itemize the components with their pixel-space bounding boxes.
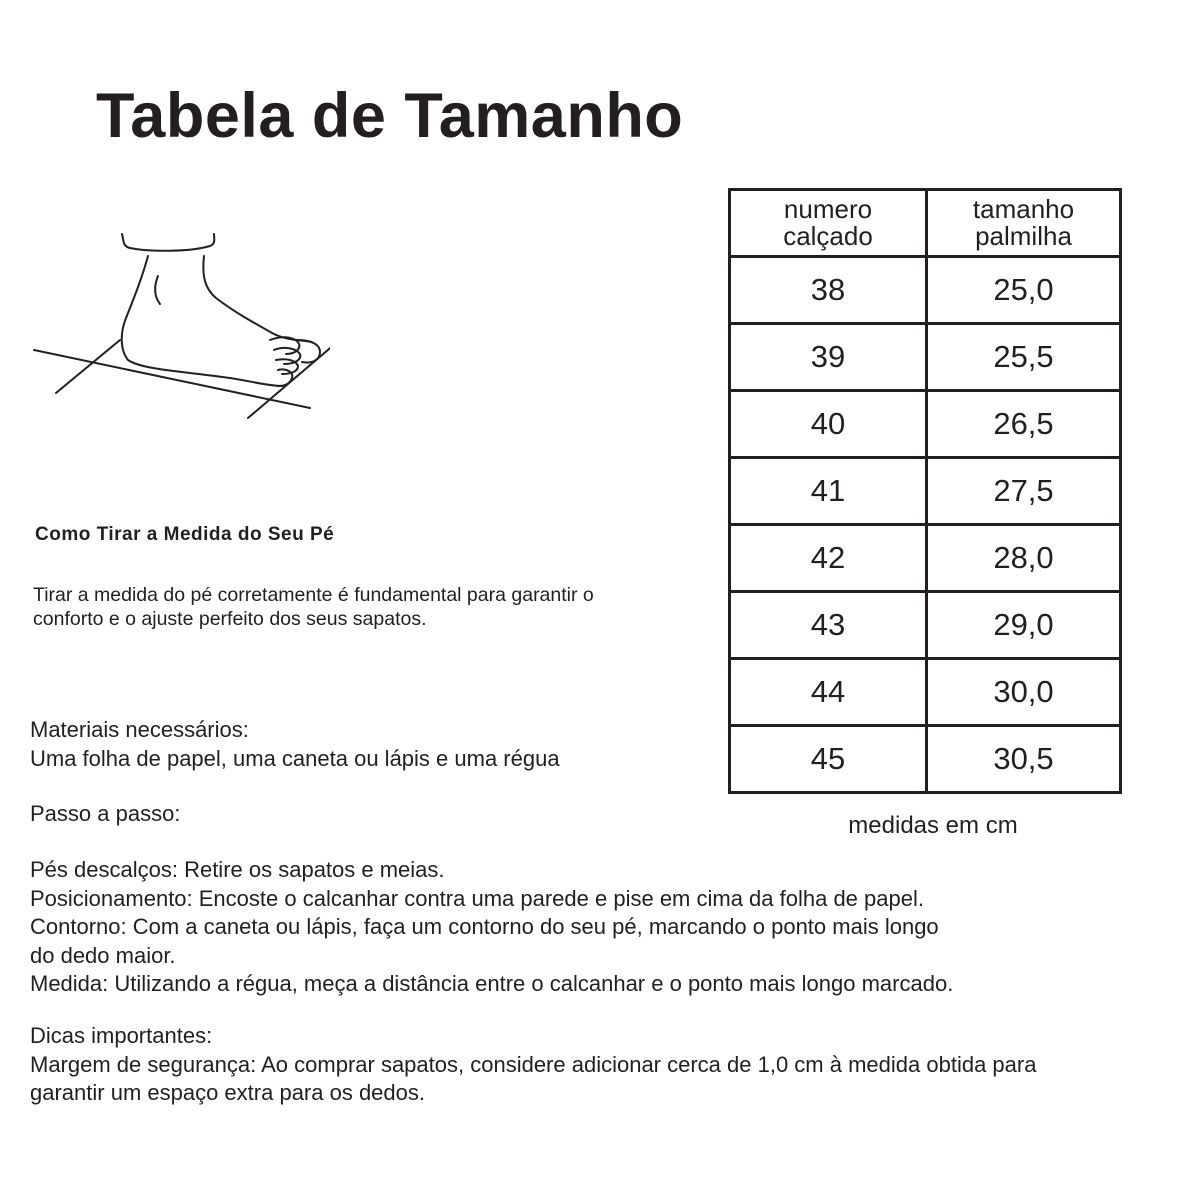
tips-line: Margem de segurança: Ao comprar sapatos, considere adicionar cerca de 1,0 cm à medida obtida para — [30, 1051, 1037, 1077]
table-row — [730, 525, 1121, 592]
step-item: Pés descalços: Retire os sapatos e meias. — [30, 857, 445, 882]
tips-section — [30, 1022, 1190, 1108]
foot-measure-icon — [30, 228, 330, 438]
header-line: tamanho — [972, 194, 1075, 224]
tips-line: garantir um espaço extra para os dedos. — [30, 1080, 426, 1105]
shoe-size-cell: 41 — [730, 458, 927, 525]
units-note: medidas em cm — [848, 812, 1018, 839]
table-row — [730, 324, 1121, 391]
header-line: numero — [783, 194, 873, 224]
table-row — [730, 592, 1121, 659]
insole-size-cell: 28,0 — [927, 525, 1121, 592]
steps-heading: Passo a passo: — [30, 801, 181, 826]
shoe-size-cell: 40 — [730, 391, 927, 458]
materials-text: Uma folha de papel, uma caneta ou lápis e uma régua — [30, 745, 560, 771]
header-line: palmilha — [975, 221, 1072, 251]
insole-size-cell: 26,5 — [927, 391, 1121, 458]
shoe-size-cell: 42 — [730, 525, 927, 592]
table-row — [730, 659, 1121, 726]
step-item: Posicionamento: Encoste o calcanhar contra uma parede e pise em cima da folha de papel. — [30, 885, 924, 911]
header-insole-size — [927, 190, 1121, 257]
howto-title: Como Tirar a Medida do Seu Pé — [35, 524, 335, 545]
step-item: do dedo maior. — [30, 942, 176, 968]
table-row — [730, 257, 1121, 324]
shoe-size-cell: 38 — [730, 257, 927, 324]
materials-heading: Materiais necessários: — [30, 717, 249, 742]
header-shoe-size — [730, 190, 927, 257]
table-row — [730, 458, 1121, 525]
steps-list — [30, 856, 1190, 999]
shoe-size-cell: 45 — [730, 726, 927, 793]
insole-size-cell: 29,0 — [927, 592, 1121, 659]
header-line: calçado — [783, 221, 873, 251]
page-title: Tabela de Tamanho — [96, 81, 684, 151]
tips-heading: Dicas importantes: — [30, 1023, 213, 1048]
size-table — [728, 188, 1122, 794]
table-header-row — [730, 190, 1121, 257]
insole-size-cell: 30,5 — [927, 726, 1121, 793]
insole-size-cell: 25,5 — [927, 324, 1121, 391]
insole-size-cell: 27,5 — [927, 458, 1121, 525]
insole-size-cell: 25,0 — [927, 257, 1121, 324]
step-item: Medida: Utilizando a régua, meça a distância entre o calcanhar e o ponto mais longo marcado. — [30, 971, 954, 996]
shoe-size-cell: 44 — [730, 659, 927, 726]
howto-intro: Tirar a medida do pé corretamente é fundamental para garantir o conforto e o ajuste perfeito dos seus sapatos. — [33, 584, 594, 630]
insole-size-cell: 30,0 — [927, 659, 1121, 726]
table-row — [730, 726, 1121, 793]
table-row — [730, 391, 1121, 458]
shoe-size-cell: 39 — [730, 324, 927, 391]
step-item: Contorno: Com a caneta ou lápis, faça um contorno do seu pé, marcando o ponto mais longo — [30, 914, 939, 939]
shoe-size-cell: 43 — [730, 592, 927, 659]
